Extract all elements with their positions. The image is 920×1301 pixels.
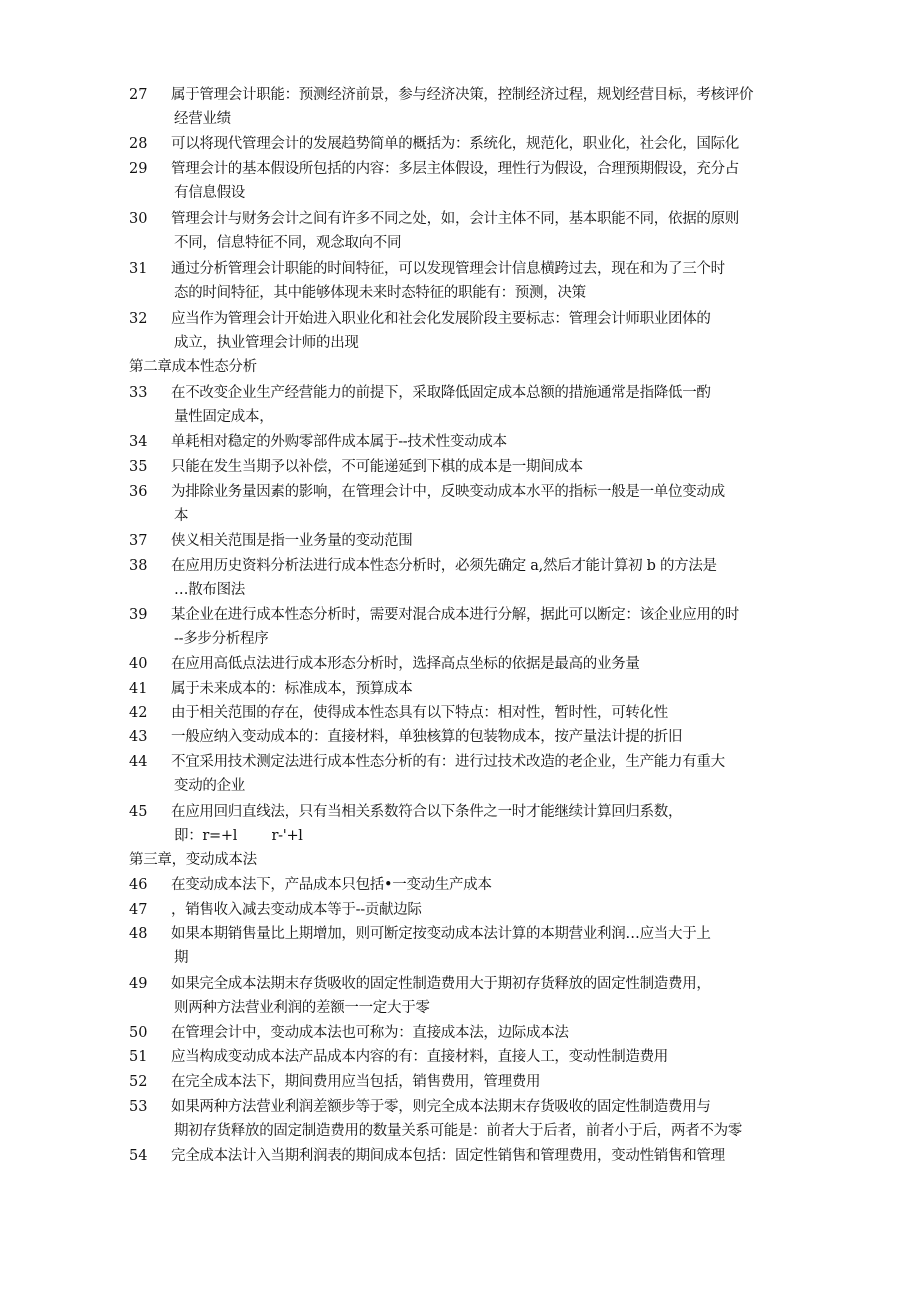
item-number: 49 (129, 976, 148, 992)
item-text-continued: 变动的企业 (174, 778, 245, 794)
item-text: 不宜采用技术测定法进行成本性态分析的有：进行过技术改造的老企业，生产能力有重大 (171, 754, 725, 770)
item-continuation (0, 331, 920, 355)
list-item (0, 800, 920, 824)
item-text-continued: 期初存货释放的固定制造费用的数量关系可能是：前者大于后者，前者小于后，两者不为零 (174, 1123, 742, 1139)
item-text: 属于未来成本的：标准成本，预算成本 (171, 681, 413, 697)
item-text: 管理会计的基本假设所包括的内容：多层主体假设，理性行为假设，合理预期假设，充分占 (171, 161, 739, 177)
list-item (0, 207, 920, 231)
item-text: ，销售收入减去变动成本等于--贡献边际 (171, 902, 422, 918)
item-text: 在管理会计中，变动成本法也可称为：直接成本法，边际成本法 (171, 1025, 569, 1041)
item-text: 属于管理会计职能：预测经济前景，参与经济决策，控制经济过程，规划经营目标，考核评价 (171, 87, 754, 103)
chapter-heading (0, 848, 920, 872)
item-number: 27 (129, 87, 148, 103)
list-item (0, 1021, 920, 1045)
item-text-continued: 量性固定成本， (174, 409, 274, 425)
chapter-title: 第二章成本性态分析 (129, 359, 257, 375)
list-item (0, 480, 920, 504)
item-continuation (0, 774, 920, 798)
item-number: 38 (129, 558, 148, 574)
item-continuation (0, 181, 920, 205)
item-number: 36 (129, 484, 148, 500)
item-continuation (0, 578, 920, 602)
item-continuation (0, 824, 920, 848)
item-number: 44 (129, 754, 148, 770)
item-number: 52 (129, 1074, 148, 1090)
item-text: 在完全成本法下，期间费用应当包括，销售费用，管理费用 (171, 1074, 541, 1090)
item-number: 43 (129, 729, 148, 745)
list-item (0, 529, 920, 553)
item-continuation (0, 504, 920, 528)
item-text: 如果本期销售量比上期增加，则可断定按变动成本法计算的本期营业利润…应当大于上 (171, 926, 711, 942)
item-number: 39 (129, 607, 148, 623)
chapter-title: 第三章，变动成本法 (129, 852, 257, 868)
item-number: 34 (129, 434, 148, 450)
item-number: 46 (129, 877, 148, 893)
item-continuation (0, 946, 920, 970)
list-item (0, 603, 920, 627)
list-item (0, 677, 920, 701)
list-item (0, 922, 920, 946)
item-number: 32 (129, 311, 148, 327)
item-number: 40 (129, 656, 148, 672)
item-text-continued: 不同，信息特征不同，观念取向不同 (174, 235, 402, 251)
list-item (0, 83, 920, 107)
list-item (0, 1070, 920, 1094)
item-number: 31 (129, 261, 148, 277)
item-number: 28 (129, 136, 148, 152)
item-text: 侠义相关范围是指一业务量的变动范围 (171, 533, 413, 549)
list-item (0, 157, 920, 181)
list-item (0, 750, 920, 774)
item-text: 在应用回归直线法，只有当相关系数符合以下条件之一时才能继续计算回归系数， (171, 804, 683, 820)
item-number: 48 (129, 926, 148, 942)
item-text: 在应用历史资料分析法进行成本性态分析时，必须先确定 a,然后才能计算初 b 的方法是 (171, 558, 717, 574)
item-text-continued: 态的时间特征，其中能够体现未来时态特征的职能有：预测，决策 (174, 285, 586, 301)
item-continuation (0, 231, 920, 255)
item-text-continued: 经营业绩 (174, 111, 231, 127)
list-item (0, 455, 920, 479)
item-text-continued: 本 (174, 508, 189, 524)
item-continuation (0, 281, 920, 305)
item-text: 单耗相对稳定的外购零部件成本属于--技术性变动成本 (171, 434, 507, 450)
list-item (0, 972, 920, 996)
item-continuation (0, 627, 920, 651)
item-text: 只能在发生当期予以补偿，不可能递延到下棋的成本是一期间成本 (171, 459, 583, 475)
list-item (0, 652, 920, 676)
item-number: 54 (129, 1148, 148, 1164)
item-number: 29 (129, 161, 148, 177)
list-item (0, 381, 920, 405)
list-item (0, 307, 920, 331)
item-text: 应当作为管理会计开始进入职业化和社会化发展阶段主要标志：管理会计师职业团体的 (171, 311, 711, 327)
item-text-continued: …散布图法 (174, 582, 245, 598)
item-text-continued: 有信息假设 (174, 185, 245, 201)
chapter-heading (0, 355, 920, 379)
item-text: 可以将现代管理会计的发展趋势简单的概括为：系统化，规范化，职业化，社会化，国际化 (171, 136, 739, 152)
list-item (0, 725, 920, 749)
item-text: 在应用高低点法进行成本形态分析时，选择高点坐标的依据是最高的业务量 (171, 656, 640, 672)
list-item (0, 1045, 920, 1069)
list-item (0, 701, 920, 725)
item-continuation (0, 405, 920, 429)
item-text: 某企业在进行成本性态分析时，需要对混合成本进行分解，据此可以断定：该企业应用的时 (171, 607, 739, 623)
list-item (0, 257, 920, 281)
item-number: 33 (129, 385, 148, 401)
item-number: 53 (129, 1099, 148, 1115)
item-text: 完全成本法计入当期利润表的期间成本包括：固定性销售和管理费用，变动性销售和管理 (171, 1148, 725, 1164)
item-text: 在不改变企业生产经营能力的前提下，采取降低固定成本总额的措施通常是指降低一酌 (171, 385, 711, 401)
item-text: 为排除业务量因素的影响，在管理会计中，反映变动成本水平的指标一般是一单位变动成 (171, 484, 725, 500)
list-item (0, 1095, 920, 1119)
list-item (0, 898, 920, 922)
item-text-continued: 期 (174, 950, 189, 966)
item-number: 35 (129, 459, 148, 475)
item-text: 在变动成本法下，产品成本只包括•一变动生产成本 (171, 877, 492, 893)
item-text: 应当构成变动成本法产品成本内容的有：直接材料，直接人工，变动性制造费用 (171, 1049, 668, 1065)
list-item (0, 430, 920, 454)
item-continuation (0, 1119, 920, 1143)
item-text-continued: --多步分析程序 (174, 631, 269, 647)
item-text-continued: 即：r=+l r-'+l (174, 828, 303, 844)
item-continuation (0, 107, 920, 131)
item-text: 通过分析管理会计职能的时间特征，可以发现管理会计信息横跨过去，现在和为了三个时 (171, 261, 725, 277)
item-number: 50 (129, 1025, 148, 1041)
item-number: 30 (129, 211, 148, 227)
item-text: 由于相关范围的存在，使得成本性态具有以下特点：相对性，暂时性，可转化性 (171, 705, 668, 721)
item-number: 45 (129, 804, 148, 820)
item-number: 41 (129, 681, 148, 697)
list-item (0, 132, 920, 156)
list-item (0, 554, 920, 578)
item-number: 51 (129, 1049, 148, 1065)
item-number: 37 (129, 533, 148, 549)
item-text: 一般应纳入变动成本的：直接材料，单独核算的包装物成本，按产量法计提的折旧 (171, 729, 683, 745)
item-number: 42 (129, 705, 148, 721)
item-text: 如果完全成本法期末存货吸收的固定性制造费用大于期初存货释放的固定性制造费用， (171, 976, 711, 992)
item-continuation (0, 996, 920, 1020)
list-item (0, 1144, 920, 1168)
list-item (0, 873, 920, 897)
item-text: 管理会计与财务会计之间有许多不同之处，如，会计主体不同，基本职能不同，依据的原则 (171, 211, 739, 227)
item-text: 如果两种方法营业利润差额步等于零，则完全成本法期末存货吸收的固定性制造费用与 (171, 1099, 711, 1115)
item-number: 47 (129, 902, 148, 918)
item-text-continued: 成立，执业管理会计师的出现 (174, 335, 359, 351)
item-text-continued: 则两种方法营业利润的差额一一定大于零 (174, 1000, 430, 1016)
